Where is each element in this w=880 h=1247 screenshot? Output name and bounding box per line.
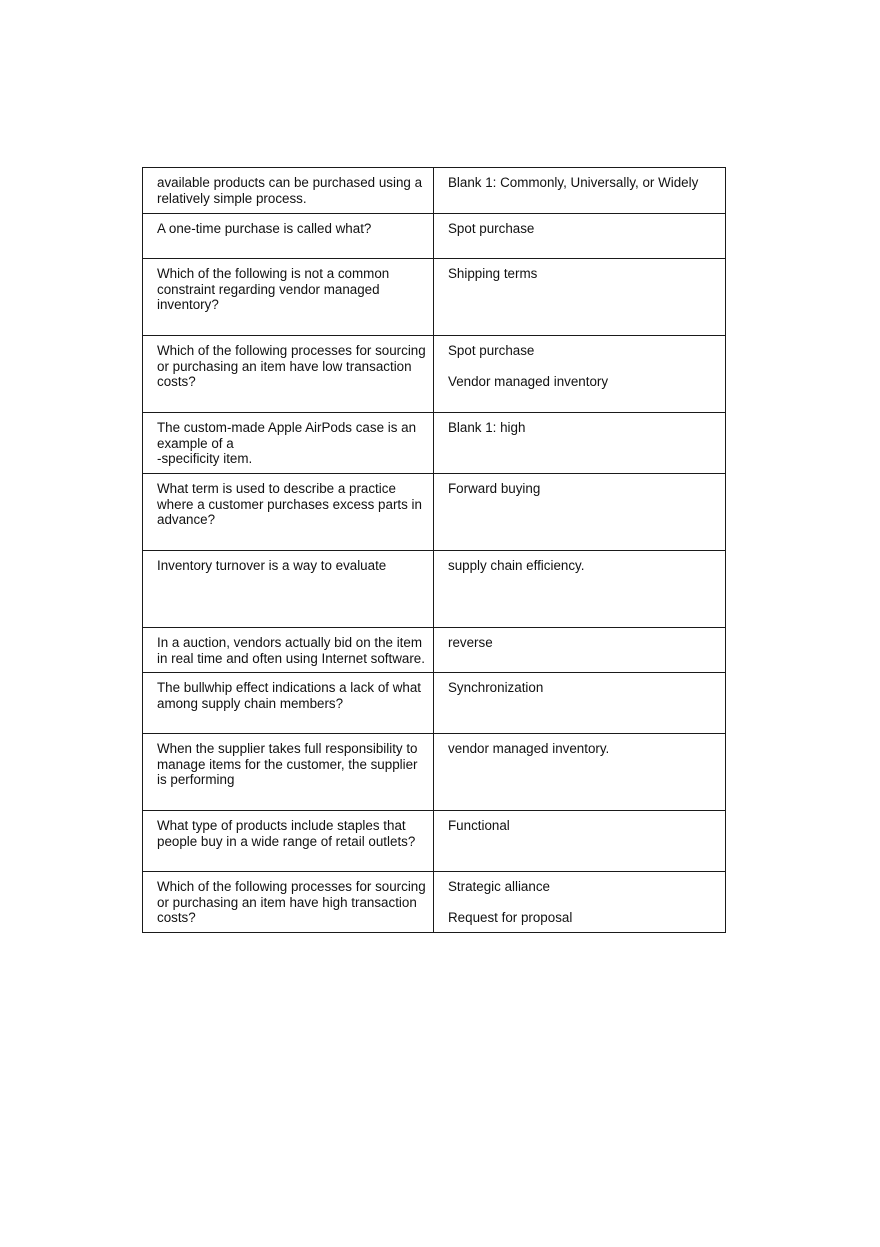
question-text: example of a xyxy=(157,435,234,451)
question-text: or purchasing an item have high transaction xyxy=(157,894,417,910)
qa-table xyxy=(142,167,726,933)
question-text: In a auction, vendors actually bid on the item xyxy=(157,635,422,650)
question-cell xyxy=(143,413,434,474)
question-text: in real time and often using Internet software. xyxy=(157,650,425,666)
answer-text: Blank 1: Commonly, Universally, or Widely xyxy=(448,175,699,190)
question-text: available products can be purchased using a xyxy=(157,175,423,190)
question-cell xyxy=(143,336,434,413)
answer-cell xyxy=(434,259,726,336)
question-text: Inventory turnover is a way to evaluate xyxy=(157,558,387,573)
question-text: among supply chain members? xyxy=(157,695,344,711)
question-cell xyxy=(143,168,434,214)
question-text: Which of the following processes for sourcing xyxy=(157,879,426,894)
question-text: A one-time purchase is called what? xyxy=(157,221,372,236)
answer-text: Spot purchase xyxy=(448,343,535,358)
table-row xyxy=(143,259,726,336)
question-text: What term is used to describe a practice xyxy=(157,481,396,496)
question-cell xyxy=(143,259,434,336)
answer-text: Blank 1: high xyxy=(448,420,526,435)
answer-text: Spot purchase xyxy=(448,221,535,236)
question-cell xyxy=(143,628,434,673)
question-cell xyxy=(143,872,434,933)
question-cell xyxy=(143,811,434,872)
table-row xyxy=(143,214,726,259)
question-text: relatively simple process. xyxy=(157,190,307,206)
table-row xyxy=(143,734,726,811)
answer-cell xyxy=(434,474,726,551)
question-text: costs? xyxy=(157,374,196,390)
question-text: Which of the following processes for sourcing xyxy=(157,343,426,358)
answer-cell xyxy=(434,413,726,474)
answer-text: Request for proposal xyxy=(448,910,573,926)
question-text: where a customer purchases excess parts in xyxy=(157,496,422,512)
answer-text: Functional xyxy=(448,818,510,833)
answer-cell xyxy=(434,673,726,734)
answer-cell xyxy=(434,811,726,872)
question-text: manage items for the customer, the supplier xyxy=(157,756,418,772)
question-cell xyxy=(143,551,434,628)
table-row xyxy=(143,551,726,628)
table-row xyxy=(143,628,726,673)
answer-text: reverse xyxy=(448,635,493,650)
question-cell xyxy=(143,734,434,811)
question-text: -specificity item. xyxy=(157,451,253,467)
table-row xyxy=(143,474,726,551)
question-text: The bullwhip effect indications a lack of what xyxy=(157,680,421,695)
answer-text: supply chain efficiency. xyxy=(448,558,585,573)
answer-text: vendor managed inventory. xyxy=(448,741,610,756)
answer-cell xyxy=(434,872,726,933)
answer-text: Strategic alliance xyxy=(448,879,550,894)
question-text: advance? xyxy=(157,512,216,528)
question-text: is performing xyxy=(157,772,235,788)
question-cell xyxy=(143,214,434,259)
answer-cell xyxy=(434,628,726,673)
table-row xyxy=(143,413,726,474)
table-row xyxy=(143,673,726,734)
question-cell xyxy=(143,673,434,734)
question-text: people buy in a wide range of retail outlets? xyxy=(157,833,416,849)
question-text: The custom-made Apple AirPods case is an xyxy=(157,420,417,435)
answer-spacer xyxy=(448,359,723,375)
question-text: costs? xyxy=(157,910,196,926)
answer-text: Synchronization xyxy=(448,680,544,695)
answer-cell xyxy=(434,168,726,214)
table-row xyxy=(143,336,726,413)
answer-cell xyxy=(434,734,726,811)
answer-cell xyxy=(434,551,726,628)
answer-text: Shipping terms xyxy=(448,266,538,281)
question-text: What type of products include staples that xyxy=(157,818,406,833)
table-row xyxy=(143,811,726,872)
answer-text: Forward buying xyxy=(448,481,541,496)
question-text: constraint regarding vendor managed xyxy=(157,281,380,297)
answer-cell xyxy=(434,214,726,259)
table-row xyxy=(143,872,726,933)
answer-spacer xyxy=(448,895,723,911)
question-text: Which of the following is not a common xyxy=(157,266,390,281)
question-text: or purchasing an item have low transaction xyxy=(157,358,412,374)
question-text: When the supplier takes full responsibility to xyxy=(157,741,418,756)
table-row xyxy=(143,168,726,214)
answer-cell xyxy=(434,336,726,413)
question-text: inventory? xyxy=(157,297,219,313)
answer-text: Vendor managed inventory xyxy=(448,374,609,390)
question-cell xyxy=(143,474,434,551)
